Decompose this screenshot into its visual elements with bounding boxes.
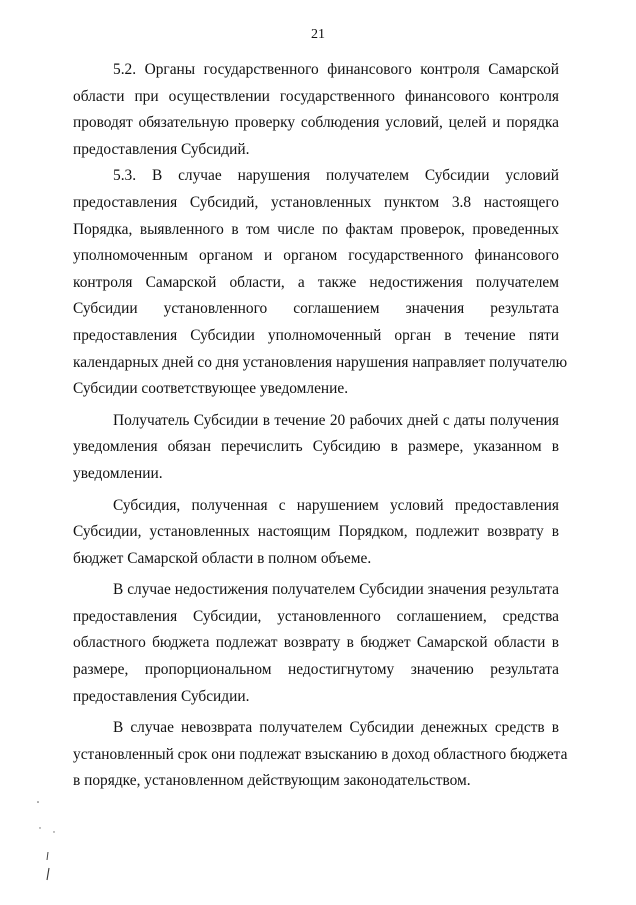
text-line: предоставления Субсидии. — [73, 687, 250, 705]
paragraph-proportional-return — [73, 577, 559, 710]
text-line: в порядке, установленном действующим законодательством. — [73, 772, 471, 790]
text-line: календарных дней со дня установления нарушения направляет получателю — [73, 353, 568, 371]
text-line: Получатель Субсидии в течение 20 рабочих дней с даты получения — [113, 411, 559, 429]
text-line: В случае невозврата получателем Субсидии денежных средств в — [113, 719, 559, 737]
text-line: размере, пропорциональном недостигнутому значению результата — [73, 661, 559, 679]
text-line: Субсидии установленного соглашением значения результата — [73, 300, 559, 318]
text-line: областного бюджета подлежат возврату в бюджет Самарской области в — [73, 634, 559, 652]
paragraph-repayment-deadline — [73, 408, 559, 488]
text-line: предоставления Субсидий, установленных пунктом 3.8 настоящего — [73, 193, 559, 211]
text-line: Порядка, выявленного в том числе по фактам проверок, проведенных — [73, 220, 559, 238]
text-line: уведомления обязан перечислить Субсидию в размере, указанном в — [73, 438, 559, 456]
paragraph-full-return — [73, 493, 559, 573]
paragraph-recovery — [73, 715, 568, 795]
text-line: предоставления Субсидий. — [73, 140, 250, 158]
text-line: предоставления Субсидии уполномоченный орган в течение пяти — [73, 326, 559, 344]
scan-margin-marks — [30, 790, 60, 890]
text-line: Субсидии, установленных настоящим Порядком, подлежит возврату в — [73, 523, 559, 541]
paragraph-5-2 — [73, 57, 559, 163]
text-line: бюджет Самарской области в полном объеме. — [73, 549, 372, 567]
text-line: Субсидия, полученная с нарушением условий предоставления — [113, 496, 559, 514]
text-line: В случае недостижения получателем Субсидии значения результата — [113, 581, 559, 599]
document-body — [73, 57, 568, 795]
text-line: уполномоченным органом и органом государственного финансового — [73, 247, 559, 265]
text-line: предоставления Субсидии, установленного соглашением, средства — [73, 607, 559, 625]
text-line: проводят обязательную проверку соблюдения условий, целей и порядка — [73, 114, 559, 132]
text-line: Субсидии соответствующее уведомление. — [73, 380, 349, 398]
text-line: уведомлении. — [73, 464, 163, 482]
text-line: области при осуществлении государственного финансового контроля — [73, 87, 559, 105]
text-line: установленный срок они подлежат взысканию в доход областного бюджета — [73, 745, 568, 763]
text-line: 5.2. Органы государственного финансового контроля Самарской — [113, 61, 559, 78]
text-line: контроля Самарской области, а также недостижения получателем — [73, 273, 559, 291]
text-line: 5.3. В случае нарушения получателем Субсидии условий — [113, 167, 559, 185]
page-number: 21 — [311, 27, 325, 42]
paragraph-5-3 — [73, 163, 568, 402]
